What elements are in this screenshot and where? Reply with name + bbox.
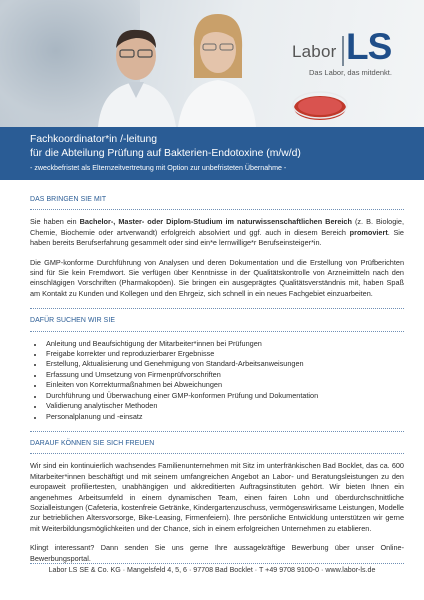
- text-run-bold: Bachelor-, Master- oder Diplom-Studium im naturwissenschaftlichen Bereich: [79, 217, 352, 227]
- logo-tagline: Das Labor, das mitdenkt.: [309, 68, 392, 77]
- job-title-line2: für die Abteilung Prüfung auf Bakterien-Endotoxine (m/w/d): [30, 148, 301, 159]
- job-subtitle: - zweckbefristet als Elternzeitvertretung mit Option zur unbefristeten Übernahme -: [30, 164, 287, 172]
- section-divider: [30, 308, 404, 309]
- text-run: (z. B. Biologie, Chemie, Biochemie oder artverwandt) erfolgreich absolviert und ggf. auch in diesem Bereich: [30, 217, 404, 237]
- scientist-woman-illustration: [176, 8, 258, 127]
- list-item: • Erfassung und Umsetzung von Firmenprüfvorschriften: [44, 370, 404, 380]
- text-run-bold: promoviert: [349, 227, 388, 237]
- section-heading-requirements: DAS BRINGEN SIE MIT: [30, 196, 107, 203]
- logo-ls-text: LS: [346, 26, 392, 67]
- list-item: • Validierung analytischer Methoden: [44, 401, 404, 411]
- section-divider: [30, 453, 404, 454]
- section-heading-benefits: DARAUF KÖNNEN SIE SICH FREUEN: [30, 439, 155, 447]
- scientist-man-illustration: [92, 18, 180, 127]
- section-divider: [30, 209, 404, 210]
- hero-photo: [0, 0, 424, 127]
- section-heading-tasks: DAFÜR SUCHEN WIR SIE: [30, 317, 116, 325]
- footer-divider: [30, 563, 404, 564]
- requirements-paragraph-1: [30, 217, 404, 248]
- call-to-action-paragraph: Klingt interessant? Dann senden Sie uns gerne Ihre aussagekräftige Bewerbung über unser Online-Bewerbungsportal.: [30, 543, 404, 563]
- list-item: • Einleiten von Korrekturmaßnahmen bei Abweichungen: [44, 380, 404, 390]
- job-title-line1: Fachkoordinator*in /-leitung: [30, 134, 158, 145]
- footer-contact: Labor LS SE & Co. KG · Mangelsfeld 4, 5, 6 · 97708 Bad Bocklet · T +49 9708 9100-0 · www.labor-ls.de: [48, 566, 376, 574]
- job-description: [30, 195, 404, 573]
- labor-ls-logo: [282, 24, 412, 84]
- requirements-paragraph-2: Die GMP-konforme Durchführung von Analysen und deren Dokumentation und die Erstellung von Prüfberichten sind für Sie kein Fremdwort. Sie verfügen über Kenntnisse in der Qualitätskontrolle von Arzneimitteln nach den einschlägigen Vorschriften (Pharmakopöen). Sie bringen ein ausgeprägtes Qualitätsverständnis mit, haben Spaß am Kontakt zu Kunden und Kollegen und den Ehrgeiz, sich schnell in ein neues Fachgebiet einzuarbeiten.: [30, 257, 404, 298]
- section-divider: [30, 331, 404, 332]
- benefits-paragraph: Wir sind ein kontinuierlich wachsendes Familienunternehmen mit Sitz im unterfränkischen Bad Bocklet, das ca. 600 Mitarbeiter*innen beschäftigt und mit seinem umfangreichen Angebot an Labor- und Beratungsleistungen zu den europaweit profiliertesten, unabhängigen und akkreditierten Auftragsinstituten gehört. Wir bieten Ihnen ein angenehmes Arbeitsumfeld in einem dynamischen Team, einen fairen Lohn und überdurchschnittliche Sozialleistungen (Cafeteria, kostenfreie Getränke, Kindergartenzuschuss, vermögenswirksame Leistungen, Modelle zur betrieblichen Altersvorsorge, Bike-Leasing, Firmenfeiern). Ihre persönliche Entwicklung unterstützen wir gerne mit Weiterbildungsmöglichkeiten und der Chance, sich in einem erfolgreichen Unternehmen zu etablieren.: [30, 461, 404, 533]
- text-run: Sie haben ein: [30, 217, 80, 227]
- tasks-list: [30, 339, 404, 422]
- logo-labor-text: Labor: [292, 42, 337, 61]
- list-item: • Freigabe korrekter und reproduzierbarer Ergebnisse: [44, 349, 404, 359]
- list-item: • Durchführung und Überwachung einer GMP-konformen Prüfung und Dokumentation: [44, 391, 404, 401]
- logo-divider: [342, 36, 344, 66]
- petri-dish-illustration: [290, 86, 350, 124]
- section-divider: [30, 431, 404, 432]
- list-item: • Anleitung und Beaufsichtigung der Mitarbeiter*innen bei Prüfungen: [44, 339, 404, 349]
- list-item: • Personalplanung und -einsatz: [44, 412, 404, 422]
- list-item: • Erstellung, Aktualisierung und Genehmigung von Standard-Arbeitsanweisungen: [44, 359, 404, 369]
- job-title-banner: [0, 127, 424, 180]
- text-run: . Sie haben bereits Berufserfahrung gesammelt oder sind ein*e lernwillige*r Berufseinsteiger*in.: [30, 227, 404, 248]
